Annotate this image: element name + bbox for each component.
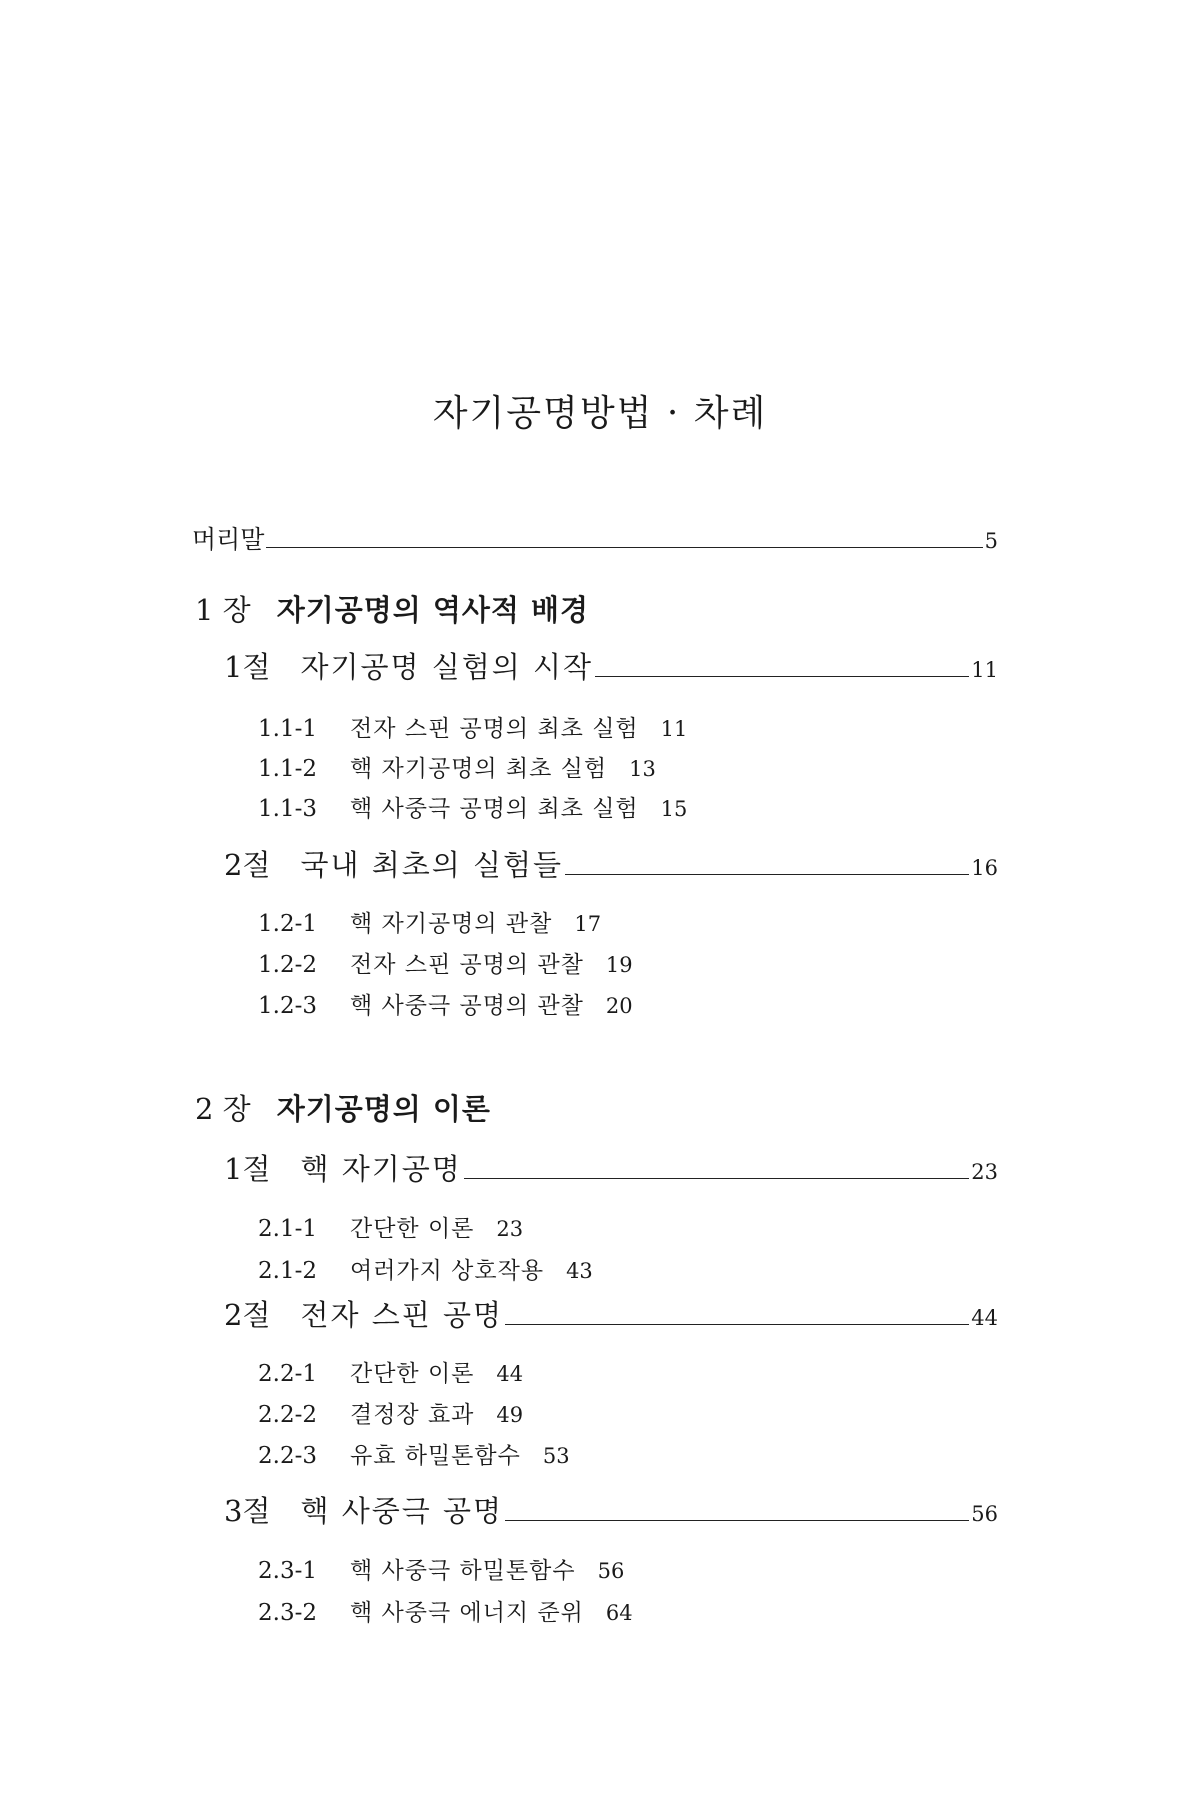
subsection-page: 15 [660,797,688,821]
subsection-number: 2.1-2 [258,1258,317,1284]
dot-leader [595,676,969,677]
toc-entry-subsection[interactable] [258,1552,624,1585]
subsection-title: 핵 자기공명의 최초 실험 [350,756,608,782]
section-title: 핵 자기공명 [300,1152,462,1186]
toc-entry-section[interactable] [224,1293,998,1334]
subsection-title: 결정장 효과 [350,1402,475,1428]
subsection-page: 20 [605,994,633,1018]
toc-entry-subsection[interactable] [258,1437,570,1470]
section-number: 2절 [224,1298,271,1332]
chapter-number: 2 장 [195,1092,251,1126]
section-page: 23 [971,1160,998,1184]
subsection-title: 핵 자기공명의 관찰 [350,911,553,937]
subsection-title: 유효 하밀톤함수 [350,1443,521,1469]
subsection-number: 2.2-3 [258,1443,317,1469]
toc-entry-subsection[interactable] [258,987,633,1020]
dot-leader [565,874,969,875]
toc-entry-subsection[interactable] [258,1210,523,1243]
toc-entry-subsection[interactable] [258,946,633,979]
toc-entry-subsection[interactable] [258,750,656,783]
toc-entry-section[interactable] [224,645,998,686]
subsection-title: 핵 사중극 하밀톤함수 [350,1558,576,1584]
toc-entry-subsection[interactable] [258,1396,523,1429]
subsection-page: 19 [605,953,633,977]
toc-entry-subsection[interactable] [258,905,601,938]
subsection-number: 2.2-1 [258,1361,317,1387]
subsection-page: 43 [566,1259,593,1283]
chapter-heading [195,1087,491,1128]
preface-page: 5 [984,529,998,553]
chapter-number: 1 장 [195,593,251,627]
preface-label: 머리말 [192,525,265,554]
subsection-page: 23 [496,1217,524,1241]
subsection-number: 1.1-2 [258,756,317,782]
subsection-page: 44 [496,1362,524,1386]
dot-leader [505,1324,969,1325]
dot-leader [505,1520,969,1521]
subsection-number: 1.1-3 [258,796,317,822]
subsection-number: 1.2-3 [258,993,317,1019]
section-page: 16 [971,856,998,880]
subsection-title: 간단한 이론 [350,1361,475,1387]
subsection-title: 핵 사중극 공명의 관찰 [350,993,584,1019]
section-title: 자기공명 실험의 시작 [300,650,594,684]
subsection-number: 2.3-1 [258,1558,317,1584]
section-title: 핵 사중극 공명 [300,1494,503,1528]
dot-leader [266,547,982,548]
subsection-number: 1.1-1 [258,716,317,742]
subsection-page: 53 [542,1444,570,1468]
section-page: 56 [971,1502,998,1526]
chapter-heading [195,588,589,629]
subsection-number: 2.3-2 [258,1600,317,1626]
subsection-page: 13 [629,757,656,781]
chapter-title: 자기공명의 이론 [276,1092,491,1126]
subsection-title: 여러가지 상호작용 [350,1258,545,1284]
subsection-page: 64 [605,1601,633,1625]
subsection-title: 핵 사중극 공명의 최초 실험 [350,796,639,822]
toc-entry-section[interactable] [224,843,998,884]
subsection-page: 49 [496,1403,524,1427]
subsection-title: 핵 사중극 에너지 준위 [350,1600,584,1626]
subsection-page: 11 [660,717,688,741]
toc-entry-section[interactable] [224,1489,998,1530]
subsection-page: 56 [597,1559,625,1583]
section-number: 1절 [224,1152,271,1186]
subsection-number: 2.2-2 [258,1402,317,1428]
section-number: 3절 [224,1494,271,1528]
subsection-number: 1.2-1 [258,911,317,937]
section-page: 11 [971,658,998,682]
section-number: 1절 [224,650,271,684]
toc-entry-section[interactable] [224,1147,998,1188]
dot-leader [464,1178,970,1179]
toc-entry-subsection[interactable] [258,710,687,743]
section-title: 전자 스핀 공명 [300,1298,503,1332]
section-page: 44 [971,1306,998,1330]
toc-entry-subsection[interactable] [258,790,687,823]
toc-entry-subsection[interactable] [258,1594,633,1627]
subsection-title: 전자 스핀 공명의 관찰 [350,952,584,978]
section-title: 국내 최초의 실험들 [300,848,564,882]
subsection-number: 1.2-2 [258,952,317,978]
toc-entry-subsection[interactable] [258,1355,523,1388]
toc-entry-preface[interactable] [192,520,998,556]
toc-entry-subsection[interactable] [258,1252,593,1285]
chapter-title: 자기공명의 역사적 배경 [276,593,590,627]
subsection-title: 전자 스핀 공명의 최초 실험 [350,716,639,742]
subsection-page: 17 [574,912,602,936]
section-number: 2절 [224,848,271,882]
subsection-title: 간단한 이론 [350,1216,475,1242]
subsection-number: 2.1-1 [258,1216,317,1242]
page-title: 자기공명방법 · 차례 [432,393,768,434]
